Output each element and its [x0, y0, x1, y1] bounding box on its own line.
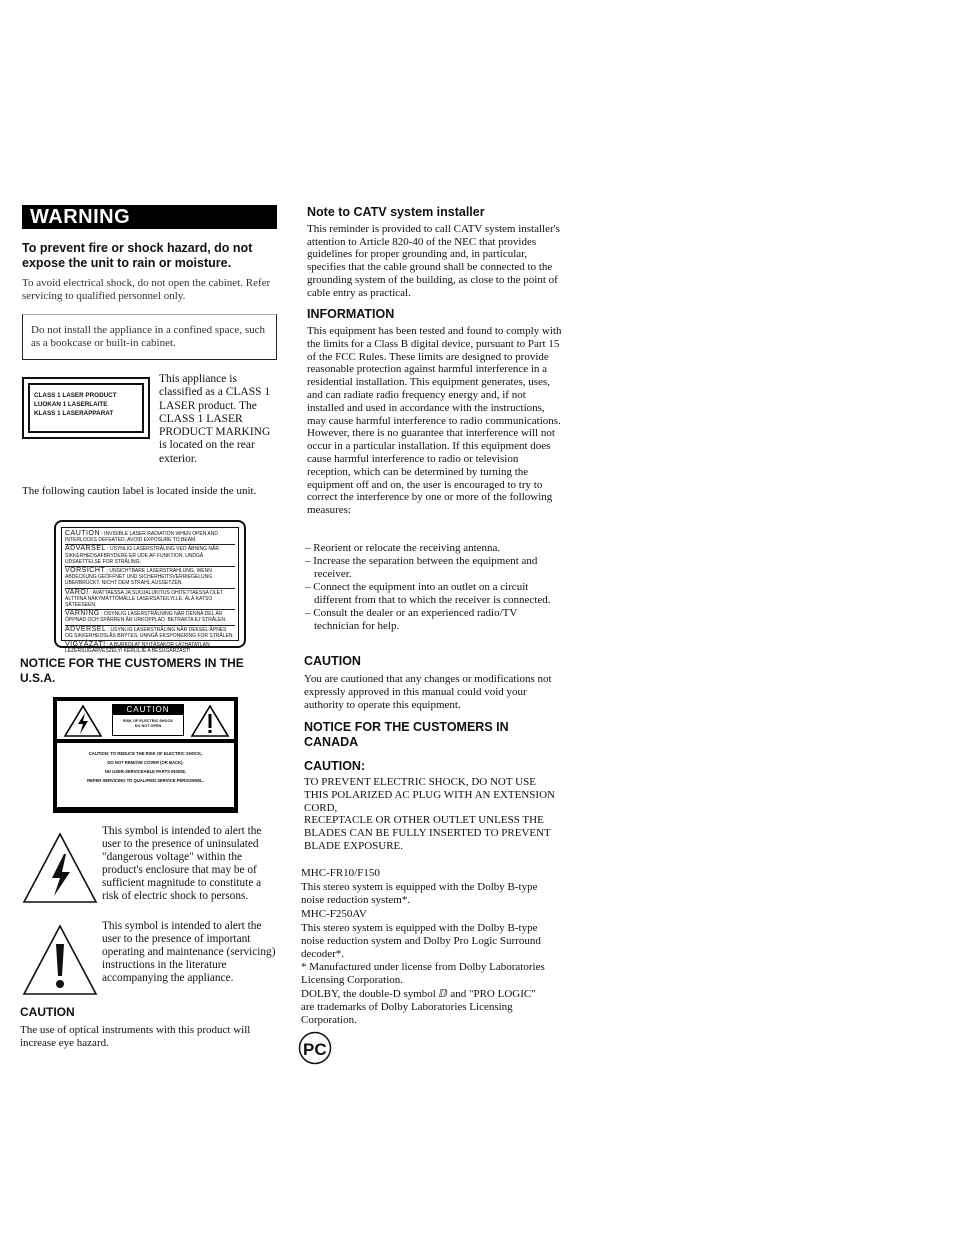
usa-label-line: REFER SERVICING TO QUALIFIED SERVICE PERSONNEL. [87, 778, 204, 783]
canada-notice-heading: NOTICE FOR THE CUSTOMERS IN CANADA [304, 720, 509, 749]
model-2-label: MHC-F250AV [301, 908, 367, 920]
information-text: This equipment has been tested and found to comply with the limits for a Class B digital device, pursuant to Part 15 of the FCC Rules. These limits are designed to provide reasonable protection against harmful interference in a residential installation. This equipment generates, uses, and can radiate radio frequency energy and, if not installed and used in accordance with the instructions, may cause harmful interference to radio communications. However, there is no guarantee that interference will not occur in a particular installation. If this equipment does cause harmful interference to radio or television reception, which can be determined by turning the equipment off and on, the user is encouraged to try to correct the interference by one or more of the following measures: [307, 325, 562, 517]
optical-caution-text: The use of optical instruments with this product will increase eye hazard. [20, 1024, 251, 1049]
caution-heading: CAUTION [20, 1005, 75, 1019]
internal-caution-label [54, 520, 246, 655]
caution-label-row: VARNING : OSYNLIG LASERSTRÅLNING NÄR DENNA DEL ÄR ÖPPNAD OCH SPÄRREN ÄR URKOPPLAD. BETRAKTA EJ STRÅLEN. [65, 611, 235, 625]
confined-space-box [22, 314, 277, 360]
usa-label-line: CAUTION: TO REDUCE THE RISK OF ELECTRIC SHOCK, [88, 751, 203, 756]
model-1-label: MHC-FR10/F150 [301, 867, 380, 879]
measures-list [305, 542, 561, 633]
shock-text: To avoid electrical shock, do not open the cabinet. Refer servicing to qualified personnel only. [22, 277, 271, 302]
fcc-caution-text: You are cautioned that any changes or modifications not expressly approved in this manual could void your authority to operate this equipment. [304, 673, 552, 711]
laser-label-line: KLASS 1 LASERAPPARAT [34, 410, 114, 417]
measure-item: – Connect the equipment into an outlet on a circuit different from that to which the receiver is connected. [305, 581, 551, 606]
catv-heading: Note to CATV system installer [307, 205, 485, 219]
laser-product-label [22, 377, 150, 439]
dolby-trademark-note: DOLBY, the double-D symbol ⅅ and "PRO LOGIC" are trademarks of Dolby Laboratories Licensing Corporation. [301, 988, 536, 1026]
laser-class-text: This appliance is classified as a CLASS 1 LASER product. The CLASS 1 LASER PRODUCT MARKING is located on the rear exterior. [159, 373, 271, 465]
caution-label-row: CAUTION : INVISIBLE LASER RADIATION WHEN OPEN AND INTERLOCKS DEFEATED. AVOID EXPOSURE TO BEAM. [65, 531, 235, 545]
caution-label-row: VIGYÁZAT! : A BURKOLAT NYITÁSAKOR LÁTHATATLAN LÉZERSUGÁRVESZÉLY! KERÜLJE A BESUGÁRZÁST! [65, 641, 210, 655]
lightning-symbol-icon [22, 832, 98, 904]
catv-text: This reminder is provided to call CATV system installer's attention to Article 820-40 of the NEC that provides guidelines for proper grounding and, in particular, specifies that the cable ground shall be connected to the grounding system of the building, as close to the point of cable entry as practical. [307, 223, 560, 299]
canada-caution-text-1: TO PREVENT ELECTRIC SHOCK, DO NOT USE THIS POLARIZED AC PLUG WITH AN EXTENSION CORD, [304, 776, 555, 814]
exclamation-symbol-icon [22, 924, 98, 996]
caution-label-row: VORSICHT : UNSICHTBARE LASERSTRAHLUNG, WENN ABDECKUNG GEÖFFNET UND SICHERHEITSVERRIEGELUNG ÜBERBRÜCKT. NICHT DEM STRAHL AUSSETZEN. [65, 568, 235, 589]
usa-label-line: DO NOT REMOVE COVER (OR BACK). [107, 760, 184, 765]
pct-mark-text: PC [303, 1040, 327, 1059]
caution-label-intro: The following caution label is located inside the unit. [22, 485, 257, 497]
model-2-text: This stereo system is equipped with the Dolby B-type noise reduction system and Dolby Pro Logic Surround decoder*. [301, 922, 541, 960]
measure-item: – Consult the dealer or an experienced radio/TV technician for help. [305, 607, 518, 632]
fire-hazard-heading: To prevent fire or shock hazard, do not expose the unit to rain or moisture. [22, 241, 253, 270]
usa-caution-sub: RISK OF ELECTRIC SHOCK [122, 719, 174, 723]
caution-label-row: ADVARSEL : USYNLIG LASERSTRÅLING VED ÅBNING NÅR SIKKERHEDSAFBRYDERE ER UDE AF FUNKTION. UNDGÅ UDSAETTELSE FOR STRÅLING. [65, 546, 235, 567]
lightning-symbol-text: This symbol is intended to alert the user to the presence of uninsulated "dangerous voltage" within the product's enclosure that may be of sufficient magnitude to constitute a risk of electric shock to persons. [102, 825, 262, 902]
usa-caution-sub: DO NOT OPEN [134, 724, 162, 728]
usa-label-line: NO USER-SERVICEABLE PARTS INSIDE. [104, 769, 187, 774]
measure-item: – Reorient or relocate the receiving antenna. [305, 542, 501, 554]
warning-banner: WARNING [22, 205, 277, 229]
lightning-triangle-icon [63, 704, 103, 738]
model-1-text: This stereo system is equipped with the Dolby B-type noise reduction system*. [301, 881, 538, 906]
exclamation-symbol-text: This symbol is intended to alert the user to the presence of important operating and maintenance (servicing) instructions in the literature accompanying the appliance. [102, 920, 276, 984]
caution-label-row: VARO! : AVATTAESSA JA SUOJALUKITUS OHITETTAESSA OLET ALTTIINA NÄKYMÄTTÖMÄLLE LASERSÄTEILYLLE. ÄLÄ KATSO SÄTEESEEN. [65, 590, 235, 611]
fcc-caution-heading: CAUTION [304, 654, 361, 668]
usa-caption-box [112, 704, 184, 736]
canada-caution-heading: CAUTION: [304, 759, 366, 773]
caution-label-row: ADVERSEL : USYNLIG LASERSTRÅLING NÅR DEKSEL ÅPNES OG SIKKERHEDSLÅS BRYTES. UNNGÅ EKSPONERING FOR STRÅLEN. [65, 627, 235, 641]
pct-certification-icon [298, 1031, 332, 1065]
exclamation-triangle-icon [190, 704, 230, 738]
information-heading: INFORMATION [307, 307, 395, 321]
dolby-license-note: * Manufactured under license from Dolby Laboratories Licensing Corporation. [301, 961, 545, 986]
measure-item: – Increase the separation between the equipment and receiver. [305, 555, 538, 580]
canada-caution-text-2: RECEPTACLE OR OTHER OUTLET UNLESS THE BLADES CAN BE FULLY INSERTED TO PREVENT BLADE EXPOSURE. [304, 814, 551, 852]
laser-label-line: CLASS 1 LASER PRODUCT [34, 392, 117, 399]
usa-notice-heading: NOTICE FOR THE CUSTOMERS IN THE U.S.A. [20, 656, 244, 685]
usa-shock-label [53, 697, 238, 813]
usa-caution-title: CAUTION [113, 705, 183, 715]
laser-label-line: LUOKAN 1 LASERLAITE [34, 401, 108, 408]
confined-text: Do not install the appliance in a confined space, such as a bookcase or built-in cabinet. [31, 324, 265, 349]
